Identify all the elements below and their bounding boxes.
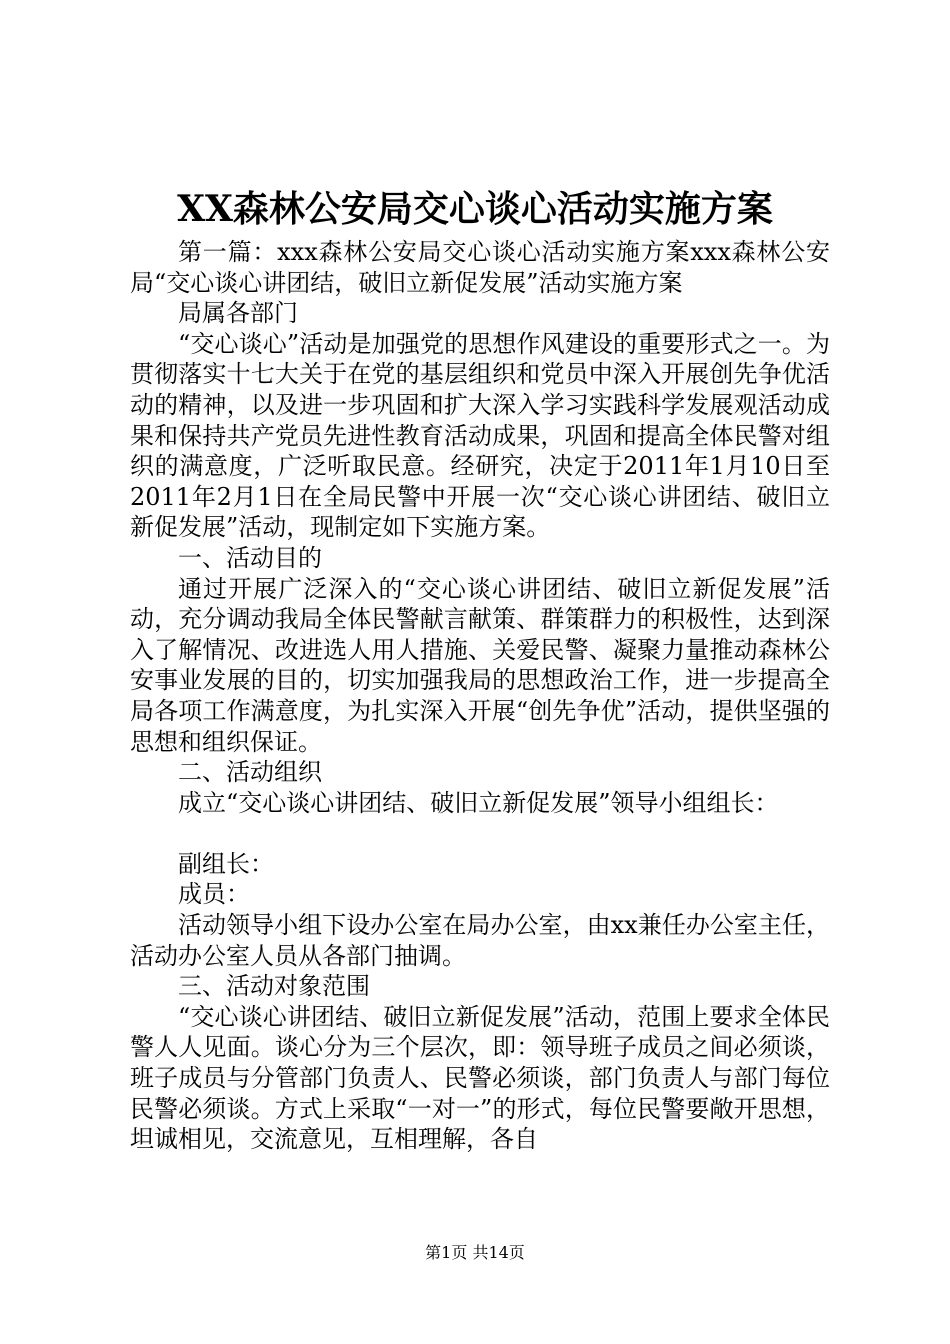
- paragraph-purpose: 通过开展广泛深入的“交心谈心讲团结、破旧立新促发展”活动，充分调动我局全体民警献言献策、群策群力的积极性，达到深入了解情况、改进选人用人措施、关爱民警、凝聚力量推动森林公安事业发展的目的，切实加强我局的思想政治工作，进一步提高全局各项工作满意度，为扎实深入开展“创先争优”活动，提供坚强的思想和组织保证。: [130, 574, 830, 756]
- paragraph-office: 活动领导小组下设办公室在局办公室，由xx兼任办公室主任，活动办公室人员从各部门抽调。: [130, 911, 830, 970]
- paragraph-deputy-leader: 副组长：: [178, 849, 274, 878]
- paragraph-background: “交心谈心”活动是加强党的思想作风建设的重要形式之一。为贯彻落实十七大关于在党的基层组织和党员中深入开展创先争优活动的精神，以及进一步巩固和扩大深入学习实践科学发展观活动成果和保持共产党员先进性教育活动成果，巩固和提高全体民警对组织的满意度，广泛听取民意。经研究，决定于2011年1月10日至2011年2月1日在全局民警中开展一次“交心谈心讲团结、破旧立新促发展”活动，现制定如下实施方案。: [130, 329, 830, 542]
- paragraph-intro: 第一篇：xxx森林公安局交心谈心活动实施方案xxx森林公安局“交心谈心讲团结，破旧立新促发展”活动实施方案: [130, 238, 830, 297]
- paragraph-leader: 成立“交心谈心讲团结、破旧立新促发展”领导小组组长：: [178, 788, 779, 817]
- document-title: XX森林公安局交心谈心活动实施方案: [177, 188, 773, 230]
- section-heading-organization: 二、活动组织: [178, 758, 322, 787]
- blank-line: [130, 818, 830, 849]
- paragraph-recipient: 局属各部门: [178, 299, 298, 328]
- paragraph-members: 成员：: [178, 880, 250, 909]
- page-footer: 第1页 共14页: [425, 1243, 525, 1262]
- paragraph-scope: “交心谈心讲团结、破旧立新促发展”活动，范围上要求全体民警人人见面。谈心分为三个层次，即：领导班子成员之间必须谈，班子成员与分管部门负责人、民警必须谈，部门负责人与部门每位民警必须谈。方式上采取“一对一”的形式，每位民警要敞开思想，坦诚相见，交流意见，互相理解，各自: [130, 1002, 830, 1154]
- section-heading-scope: 三、活动对象范围: [178, 972, 370, 1001]
- section-heading-purpose: 一、活动目的: [178, 543, 322, 572]
- document-body: [130, 237, 830, 1155]
